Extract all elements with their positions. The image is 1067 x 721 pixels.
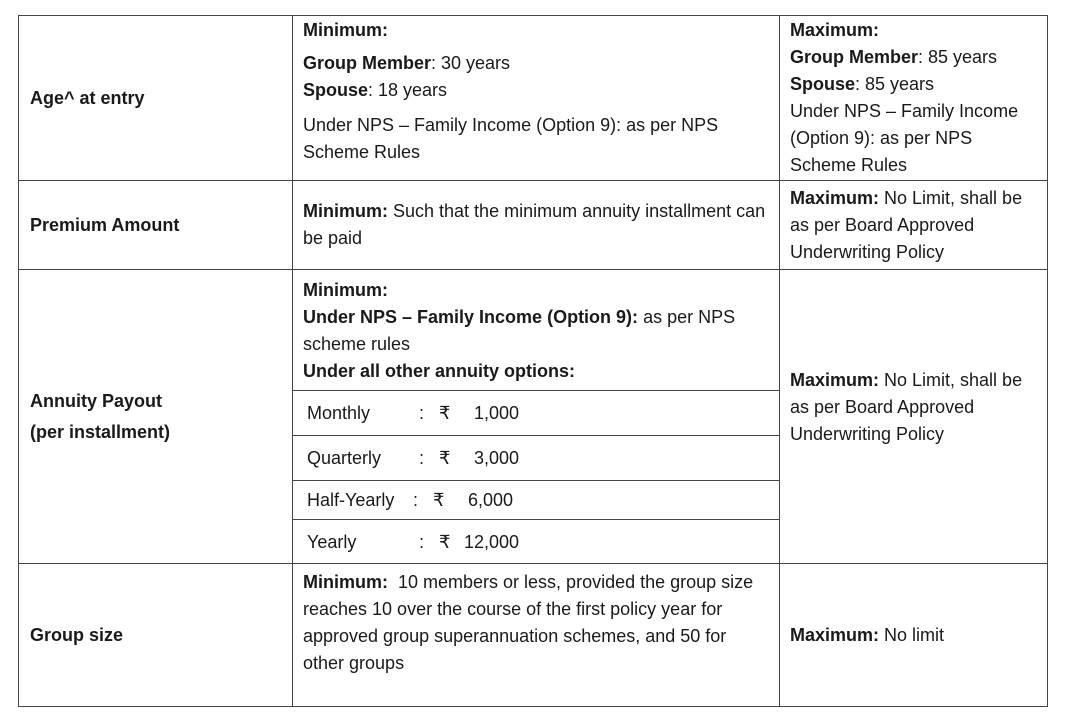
minimum-cell	[293, 270, 780, 563]
payout-row-half-yearly	[293, 480, 779, 519]
maximum-cell	[780, 16, 1047, 180]
maximum-cell	[780, 181, 1047, 269]
payout-amount: 3,000	[473, 447, 519, 468]
minimum-text: Such that the minimum annuity installment can be paid	[303, 201, 766, 248]
group-member-label: Group Member	[303, 53, 432, 73]
row-label-line2: (per installment)	[30, 421, 171, 442]
row-label	[19, 270, 293, 563]
spouse-label: Spouse	[303, 80, 369, 100]
minimum-heading: Minimum:	[303, 572, 388, 592]
row-label-text: Premium Amount	[30, 214, 180, 235]
maximum-cell	[780, 270, 1047, 563]
group-member-value: : 85 years	[918, 47, 998, 67]
maximum-text: No Limit, shall be as per Board Approved Underwriting Policy	[790, 187, 1023, 262]
row-label-text: Group size	[30, 624, 124, 645]
minimum-heading: Minimum:	[303, 280, 388, 300]
payout-row-quarterly	[293, 435, 779, 480]
nps-label: Under NPS – Family Income (Option 9):	[303, 307, 639, 327]
table-row-premium-amount	[19, 181, 1047, 270]
rupee-icon: ₹	[439, 402, 451, 423]
payout-colon: :	[419, 531, 425, 552]
payout-row-yearly	[293, 519, 779, 564]
minimum-heading: Minimum:	[303, 201, 388, 221]
payout-frequency: Half-Yearly	[307, 489, 395, 510]
payout-colon: :	[413, 489, 419, 510]
eligibility-table	[18, 15, 1048, 707]
maximum-text: No Limit, shall be as per Board Approved Underwriting Policy	[790, 370, 1023, 444]
spouse-value: : 85 years	[855, 74, 935, 94]
row-label	[19, 16, 293, 180]
nps-note: Under NPS – Family Income (Option 9): as per NPS Scheme Rules	[303, 115, 719, 162]
payout-amount: 12,000	[463, 531, 519, 552]
payout-colon: :	[419, 447, 425, 468]
payout-frequency: Quarterly	[307, 447, 382, 468]
payout-row-monthly	[293, 390, 779, 435]
maximum-text: No limit	[879, 624, 945, 645]
spouse-label: Spouse	[790, 74, 856, 94]
maximum-cell	[780, 564, 1047, 706]
row-label	[19, 564, 293, 706]
minimum-cell	[293, 181, 780, 269]
payout-amount: 1,000	[473, 402, 519, 423]
group-member-value: : 30 years	[431, 53, 511, 73]
spouse-value: : 18 years	[368, 80, 448, 100]
table-row-age-at-entry	[19, 16, 1047, 181]
other-options-label: Under all other annuity options:	[303, 361, 576, 381]
payout-frequency: Yearly	[307, 531, 357, 552]
rupee-icon: ₹	[433, 489, 445, 510]
payout-frequency: Monthly	[307, 402, 371, 423]
row-label-text: Age^ at entry	[30, 87, 145, 108]
minimum-cell	[293, 564, 780, 706]
table-row-group-size	[19, 564, 1047, 706]
group-member-label: Group Member	[790, 47, 919, 67]
minimum-text: 10 members or less, provided the group size reaches 10 over the course of the first policy year for approved group superannuation schemes, and 50 for other groups	[303, 572, 759, 673]
nps-text: as per NPS scheme rules	[303, 307, 736, 354]
maximum-heading: Maximum:	[790, 20, 880, 40]
row-label-line1: Annuity Payout	[30, 390, 163, 411]
maximum-heading: Maximum:	[790, 187, 880, 208]
rupee-icon: ₹	[439, 531, 451, 552]
rupee-icon: ₹	[439, 447, 451, 468]
table-row-annuity-payout	[19, 270, 1047, 564]
maximum-heading: Maximum:	[790, 370, 880, 390]
minimum-heading: Minimum:	[303, 20, 388, 40]
payout-amount: 6,000	[467, 489, 513, 510]
maximum-heading: Maximum:	[790, 624, 880, 645]
nps-note: Under NPS – Family Income (Option 9): as per NPS Scheme Rules	[790, 101, 1019, 175]
minimum-cell	[293, 16, 780, 180]
row-label	[19, 181, 293, 269]
payout-colon: :	[419, 402, 425, 423]
